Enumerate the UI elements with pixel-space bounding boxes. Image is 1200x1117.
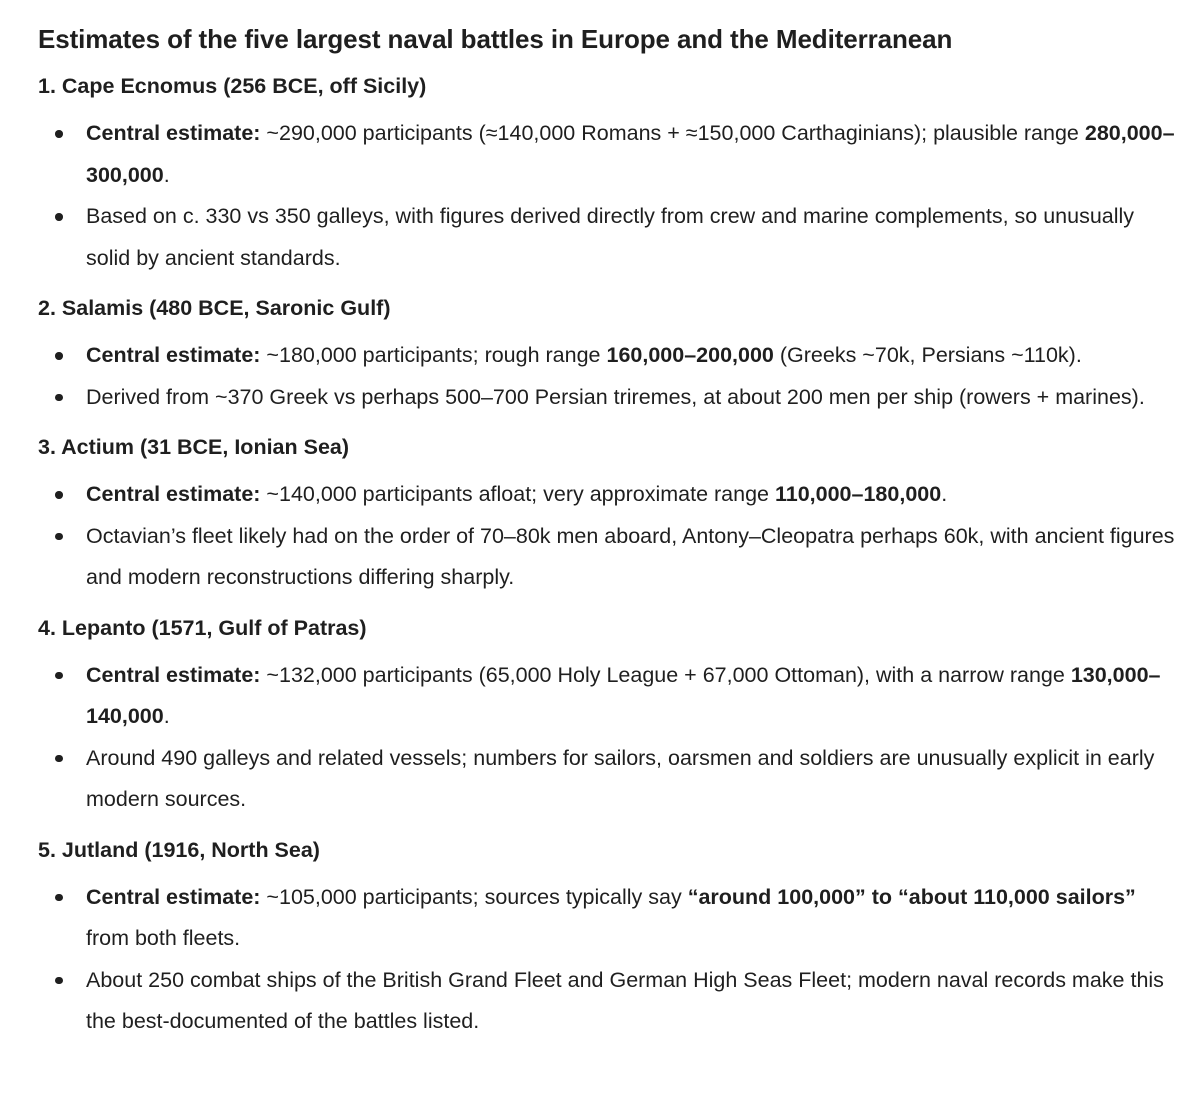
bullet-detail: Based on c. 330 vs 350 galleys, with figures derived directly from crew and marine complements, so unusually solid by ancient standards.	[38, 196, 1178, 279]
bullet-central-estimate	[38, 655, 1178, 738]
bullet-list	[38, 655, 1178, 821]
document	[38, 20, 1178, 1057]
bullet-list	[38, 474, 1178, 599]
bullet-central-estimate	[38, 113, 1178, 196]
bullet-central-estimate	[38, 877, 1178, 960]
bullet-central-estimate	[38, 474, 1178, 516]
bullet-text-end: .	[163, 704, 170, 728]
battle-heading: 5. Jutland (1916, North Sea)	[38, 837, 320, 862]
bullet-range: 110,000–180,000	[774, 482, 942, 506]
battle-heading: 4. Lepanto (1571, Gulf of Patras)	[38, 615, 367, 640]
battle-section-cape-ecnomus	[38, 71, 1178, 279]
bullet-text: ~132,000 participants (65,000 Holy League + 67,000 Ottoman), with a narrow range	[260, 662, 1071, 687]
battle-section-salamis	[38, 293, 1178, 418]
bullet-range: 160,000–200,000	[606, 343, 774, 367]
bullet-range: “around 100,000” to “about 110,000 sailors”	[687, 884, 1136, 909]
battle-section-lepanto	[38, 613, 1178, 821]
bullet-label: Central estimate:	[86, 884, 261, 909]
bullet-central-estimate	[38, 335, 1178, 377]
bullet-list	[38, 113, 1178, 279]
battle-heading: 1. Cape Ecnomus (256 BCE, off Sicily)	[38, 74, 427, 98]
bullet-range: 130,000–140,000	[86, 662, 1161, 728]
bullet-list	[38, 877, 1178, 1043]
bullet-detail: Octavian’s fleet likely had on the order of 70–80k men aboard, Antony–Cleopatra perhaps 60k, with ancient figures and modern reconstructions differing sharply.	[38, 516, 1178, 599]
bullet-label: Central estimate:	[86, 121, 261, 145]
bullet-label: Central estimate:	[86, 662, 261, 687]
document-title: Estimates of the five largest naval battles in Europe and the Mediterranean	[38, 24, 953, 54]
bullet-text-end: .	[163, 162, 170, 187]
bullet-label: Central estimate:	[86, 482, 261, 506]
bullet-text: ~105,000 participants; sources typically say	[260, 884, 688, 909]
bullet-detail: About 250 combat ships of the British Grand Fleet and German High Seas Fleet; modern naval records make this the best-documented of the battles listed.	[38, 960, 1178, 1043]
bullet-label: Central estimate:	[86, 343, 261, 367]
bullet-detail: Around 490 galleys and related vessels; numbers for sailors, oarsmen and soldiers are unusually explicit in early modern sources.	[38, 738, 1178, 821]
battle-section-jutland	[38, 835, 1178, 1043]
battle-heading: 2. Salamis (480 BCE, Saronic Gulf)	[38, 296, 391, 320]
battle-heading: 3. Actium (31 BCE, Ionian Sea)	[38, 435, 350, 459]
battle-section-actium	[38, 432, 1178, 599]
bullet-detail: Derived from ~370 Greek vs perhaps 500–700 Persian triremes, at about 200 men per ship (rowers + marines).	[38, 377, 1178, 419]
bullet-text-end: (Greeks ~70k, Persians ~110k).	[773, 343, 1082, 367]
bullet-list	[38, 335, 1178, 418]
bullet-range: 280,000–300,000	[86, 121, 1175, 187]
bullet-text: ~290,000 participants (≈140,000 Romans + ≈150,000 Carthaginians); plausible range	[260, 121, 1085, 145]
bullet-text-end: from both fleets.	[86, 926, 241, 950]
bullet-text: ~140,000 participants afloat; very approximate range	[260, 482, 775, 506]
bullet-text-end: .	[941, 482, 948, 506]
bullet-text: ~180,000 participants; rough range	[260, 343, 607, 367]
